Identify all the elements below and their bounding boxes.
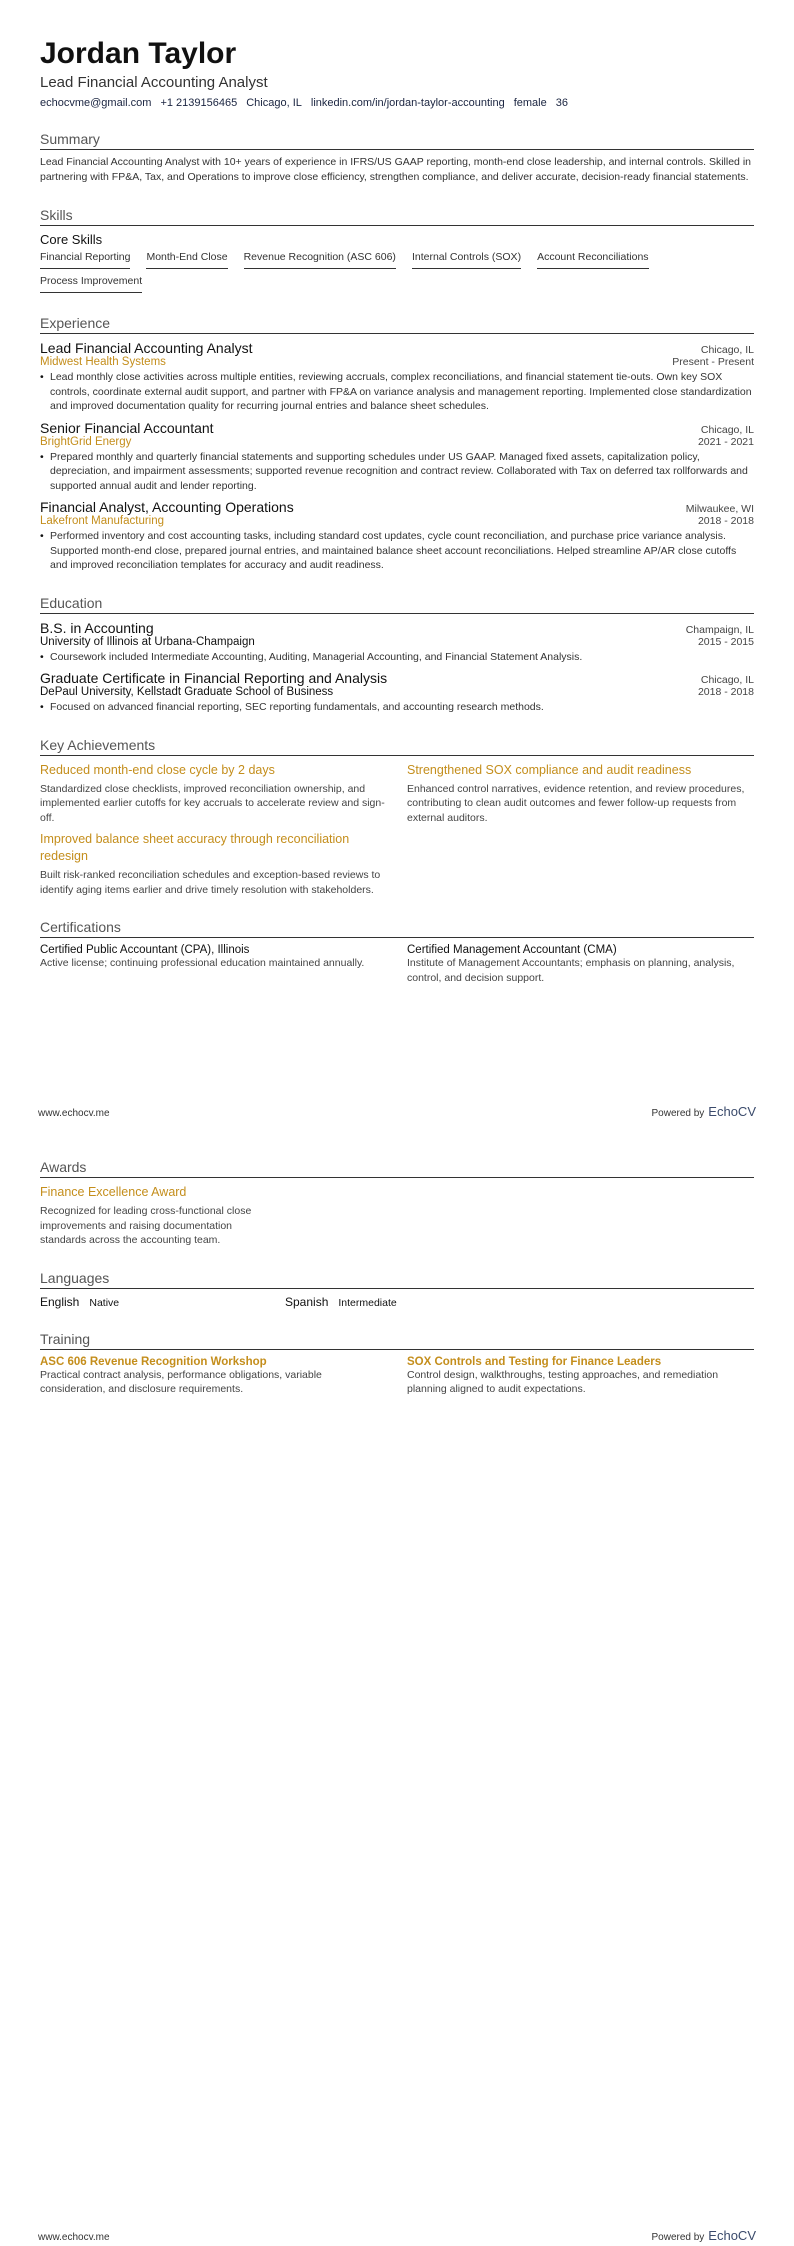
echocv-brand-link[interactable]: EchoCV bbox=[708, 2228, 756, 2243]
language-item bbox=[285, 1295, 530, 1309]
job-location: Chicago, IL bbox=[700, 344, 754, 356]
certification-item bbox=[407, 938, 754, 985]
job-dates: 2018 - 2018 bbox=[697, 515, 754, 527]
achievement-title: Reduced month-end close cycle by 2 days bbox=[40, 762, 275, 777]
achievement-item bbox=[407, 762, 754, 826]
job-location: Milwaukee, WI bbox=[685, 503, 754, 515]
skill-tag: Month-End Close bbox=[146, 251, 227, 269]
degree-title: B.S. in Accounting bbox=[40, 619, 154, 636]
job-dates: Present - Present bbox=[672, 356, 754, 368]
school-name: University of Illinois at Urbana-Champaign bbox=[40, 635, 255, 648]
achievement-desc: Standardized close checklists, improved reconciliation ownership, and implemented earlier cutoffs for key accruals to accelerate review and sign-off. bbox=[40, 782, 385, 824]
award-desc: Recognized for leading cross-functional close improvements and raising documentation standards across the accounting team. bbox=[40, 1205, 252, 1246]
section-title: Awards bbox=[40, 1159, 754, 1178]
award-item bbox=[40, 1184, 260, 1248]
achievement-item bbox=[40, 762, 387, 826]
powered-by-label: Powered by bbox=[651, 1108, 705, 1119]
contact-location: Chicago, IL bbox=[246, 97, 302, 109]
education-bullet: • Coursework included Intermediate Accounting, Auditing, Managerial Accounting, and Financial Statement Analysis. bbox=[40, 650, 754, 665]
degree-title: Graduate Certificate in Financial Reporting and Analysis bbox=[40, 670, 388, 686]
school-location: Champaign, IL bbox=[685, 623, 754, 636]
achievement-title: Improved balance sheet accuracy through reconciliation redesign bbox=[40, 832, 350, 863]
contact-age: 36 bbox=[555, 97, 568, 109]
job-dates: 2021 - 2021 bbox=[697, 435, 754, 448]
certification-item bbox=[40, 938, 387, 985]
certification-desc: Active license; continuing professional education maintained annually. bbox=[40, 957, 365, 969]
training-desc: Control design, walkthroughs, testing approaches, and remediation planning aligned to audit expectations. bbox=[407, 1368, 719, 1395]
echocv-brand-link[interactable]: EchoCV bbox=[708, 1104, 756, 1119]
resume-header bbox=[40, 36, 754, 109]
section-title: Key Achievements bbox=[40, 737, 754, 756]
award-name: Finance Excellence Award bbox=[40, 1185, 187, 1199]
achievement-desc: Enhanced control narratives, evidence retention, and review procedures, contributing to clean audit outcomes and fewer follow-up requests from external auditors. bbox=[407, 782, 745, 824]
footer-site-link[interactable]: www.echocv.me bbox=[38, 1108, 110, 1119]
page-footer bbox=[38, 1104, 756, 1119]
skill-tag: Internal Controls (SOX) bbox=[412, 251, 521, 269]
language-level: Native bbox=[89, 1296, 120, 1309]
job-title: Financial Analyst, Accounting Operations bbox=[40, 499, 294, 515]
school-name: DePaul University, Kellstadt Graduate School of Business bbox=[40, 686, 334, 698]
job-bullet: • Prepared monthly and quarterly financial statements and supporting schedules under US GAAP. Managed fixed assets, capitalization policy, depreciation, and impairment assessments; supported revenue recognition and contract review. Collaborated with Tax on deferred tax rollforwards and supported annual audit and lender reporting. bbox=[40, 450, 754, 494]
experience-entry bbox=[40, 420, 754, 494]
job-title: Senior Financial Accountant bbox=[40, 419, 214, 436]
experience-section bbox=[40, 315, 754, 573]
job-bullet: • Performed inventory and cost accounting tasks, including standard cost updates, cycle count reconciliation, and purchase price variance analysis. Supported month-end close, prepared journal entries, and maintained balance sheet account reconciliations. Helped streamline AP/AR close cutoffs and improved reconciliation templates for accuracy and audit readiness. bbox=[40, 529, 754, 573]
skill-tag: Financial Reporting bbox=[40, 251, 130, 269]
skill-tag: Revenue Recognition (ASC 606) bbox=[244, 251, 396, 269]
contact-phone[interactable]: +1 2139156465 bbox=[160, 97, 238, 109]
education-section bbox=[40, 595, 754, 715]
summary-text: Lead Financial Accounting Analyst with 10+ years of experience in IFRS/US GAAP reporting, month-end close leadership, and internal controls. Skilled in partnering with FP&A, Tax, and Operations to improve close efficiency, strengthen compliance, and deliver accurate, decision-ready financial statements. bbox=[40, 156, 751, 183]
certifications-section bbox=[40, 919, 754, 985]
company-name: BrightGrid Energy bbox=[40, 435, 132, 448]
experience-entry bbox=[40, 340, 754, 414]
section-title: Languages bbox=[40, 1270, 754, 1289]
contact-line bbox=[40, 97, 754, 109]
experience-entry bbox=[40, 499, 754, 573]
summary-section bbox=[40, 131, 754, 185]
certification-name: Certified Public Accountant (CPA), Illinois bbox=[40, 944, 250, 956]
company-name: Midwest Health Systems bbox=[40, 356, 166, 368]
training-desc: Practical contract analysis, performance obligations, variable consideration, and disclosure requirements. bbox=[40, 1368, 322, 1395]
language-name: English bbox=[40, 1294, 80, 1309]
languages-section bbox=[40, 1270, 754, 1309]
training-section bbox=[40, 1331, 754, 1397]
resume-page-2 bbox=[0, 1123, 794, 2246]
candidate-role: Lead Financial Accounting Analyst bbox=[40, 74, 268, 91]
language-level: Intermediate bbox=[338, 1296, 397, 1309]
certification-desc: Institute of Management Accountants; emphasis on planning, analysis, control, and decision support. bbox=[407, 957, 735, 984]
education-entry bbox=[40, 670, 754, 715]
training-name: SOX Controls and Testing for Finance Leaders bbox=[407, 1355, 662, 1368]
skill-tag: Process Improvement bbox=[40, 275, 142, 293]
job-title: Lead Financial Accounting Analyst bbox=[40, 340, 253, 356]
powered-by bbox=[651, 1104, 756, 1119]
footer-site-link[interactable]: www.echocv.me bbox=[38, 2232, 110, 2243]
powered-by bbox=[651, 2228, 756, 2243]
achievements-section bbox=[40, 737, 754, 898]
skills-section bbox=[40, 207, 754, 293]
skill-tags bbox=[40, 251, 754, 293]
contact-linkedin[interactable]: linkedin.com/in/jordan-taylor-accounting bbox=[310, 97, 505, 109]
training-item bbox=[40, 1350, 387, 1397]
section-title: Certifications bbox=[40, 919, 754, 938]
language-name: Spanish bbox=[285, 1294, 329, 1309]
education-dates: 2018 - 2018 bbox=[697, 686, 754, 698]
section-title: Experience bbox=[40, 315, 754, 334]
section-title: Skills bbox=[40, 207, 754, 226]
skill-group-title: Core Skills bbox=[40, 232, 103, 247]
school-location: Chicago, IL bbox=[700, 674, 754, 686]
education-entry bbox=[40, 620, 754, 665]
training-item bbox=[407, 1350, 754, 1397]
education-bullet: • Focused on advanced financial reporting, SEC reporting fundamentals, and accounting research methods. bbox=[40, 700, 754, 715]
achievement-title: Strengthened SOX compliance and audit readiness bbox=[407, 762, 692, 777]
awards-section bbox=[40, 1159, 754, 1248]
section-title: Training bbox=[40, 1331, 754, 1350]
achievement-item bbox=[40, 831, 387, 897]
contact-email[interactable]: echocvme@gmail.com bbox=[40, 97, 152, 109]
section-title: Education bbox=[40, 595, 754, 614]
job-location: Chicago, IL bbox=[700, 423, 754, 436]
language-item bbox=[40, 1295, 285, 1309]
achievement-desc: Built risk-ranked reconciliation schedules and exception-based reviews to identify aging items earlier and drive timely resolution with stakeholders. bbox=[40, 869, 381, 896]
company-name: Lakefront Manufacturing bbox=[40, 515, 165, 527]
certification-name: Certified Management Accountant (CMA) bbox=[407, 944, 617, 956]
page-footer bbox=[38, 2228, 756, 2243]
powered-by-label: Powered by bbox=[651, 2232, 705, 2243]
job-bullet: • Lead monthly close activities across multiple entities, reviewing accruals, complex reconciliations, and financial statement tie-outs. Own key SOX controls, coordinate external audit support, and partner with FP&A on variance analysis and management reporting. Implemented close standardization and improved documentation quality for recurring journal entries and balance sheet schedules. bbox=[40, 370, 754, 414]
section-title: Summary bbox=[40, 131, 754, 150]
candidate-name: Jordan Taylor bbox=[40, 37, 237, 70]
education-dates: 2015 - 2015 bbox=[697, 635, 754, 648]
skill-tag: Account Reconciliations bbox=[537, 251, 648, 269]
contact-gender: female bbox=[513, 97, 547, 109]
training-name: ASC 606 Revenue Recognition Workshop bbox=[40, 1355, 267, 1368]
